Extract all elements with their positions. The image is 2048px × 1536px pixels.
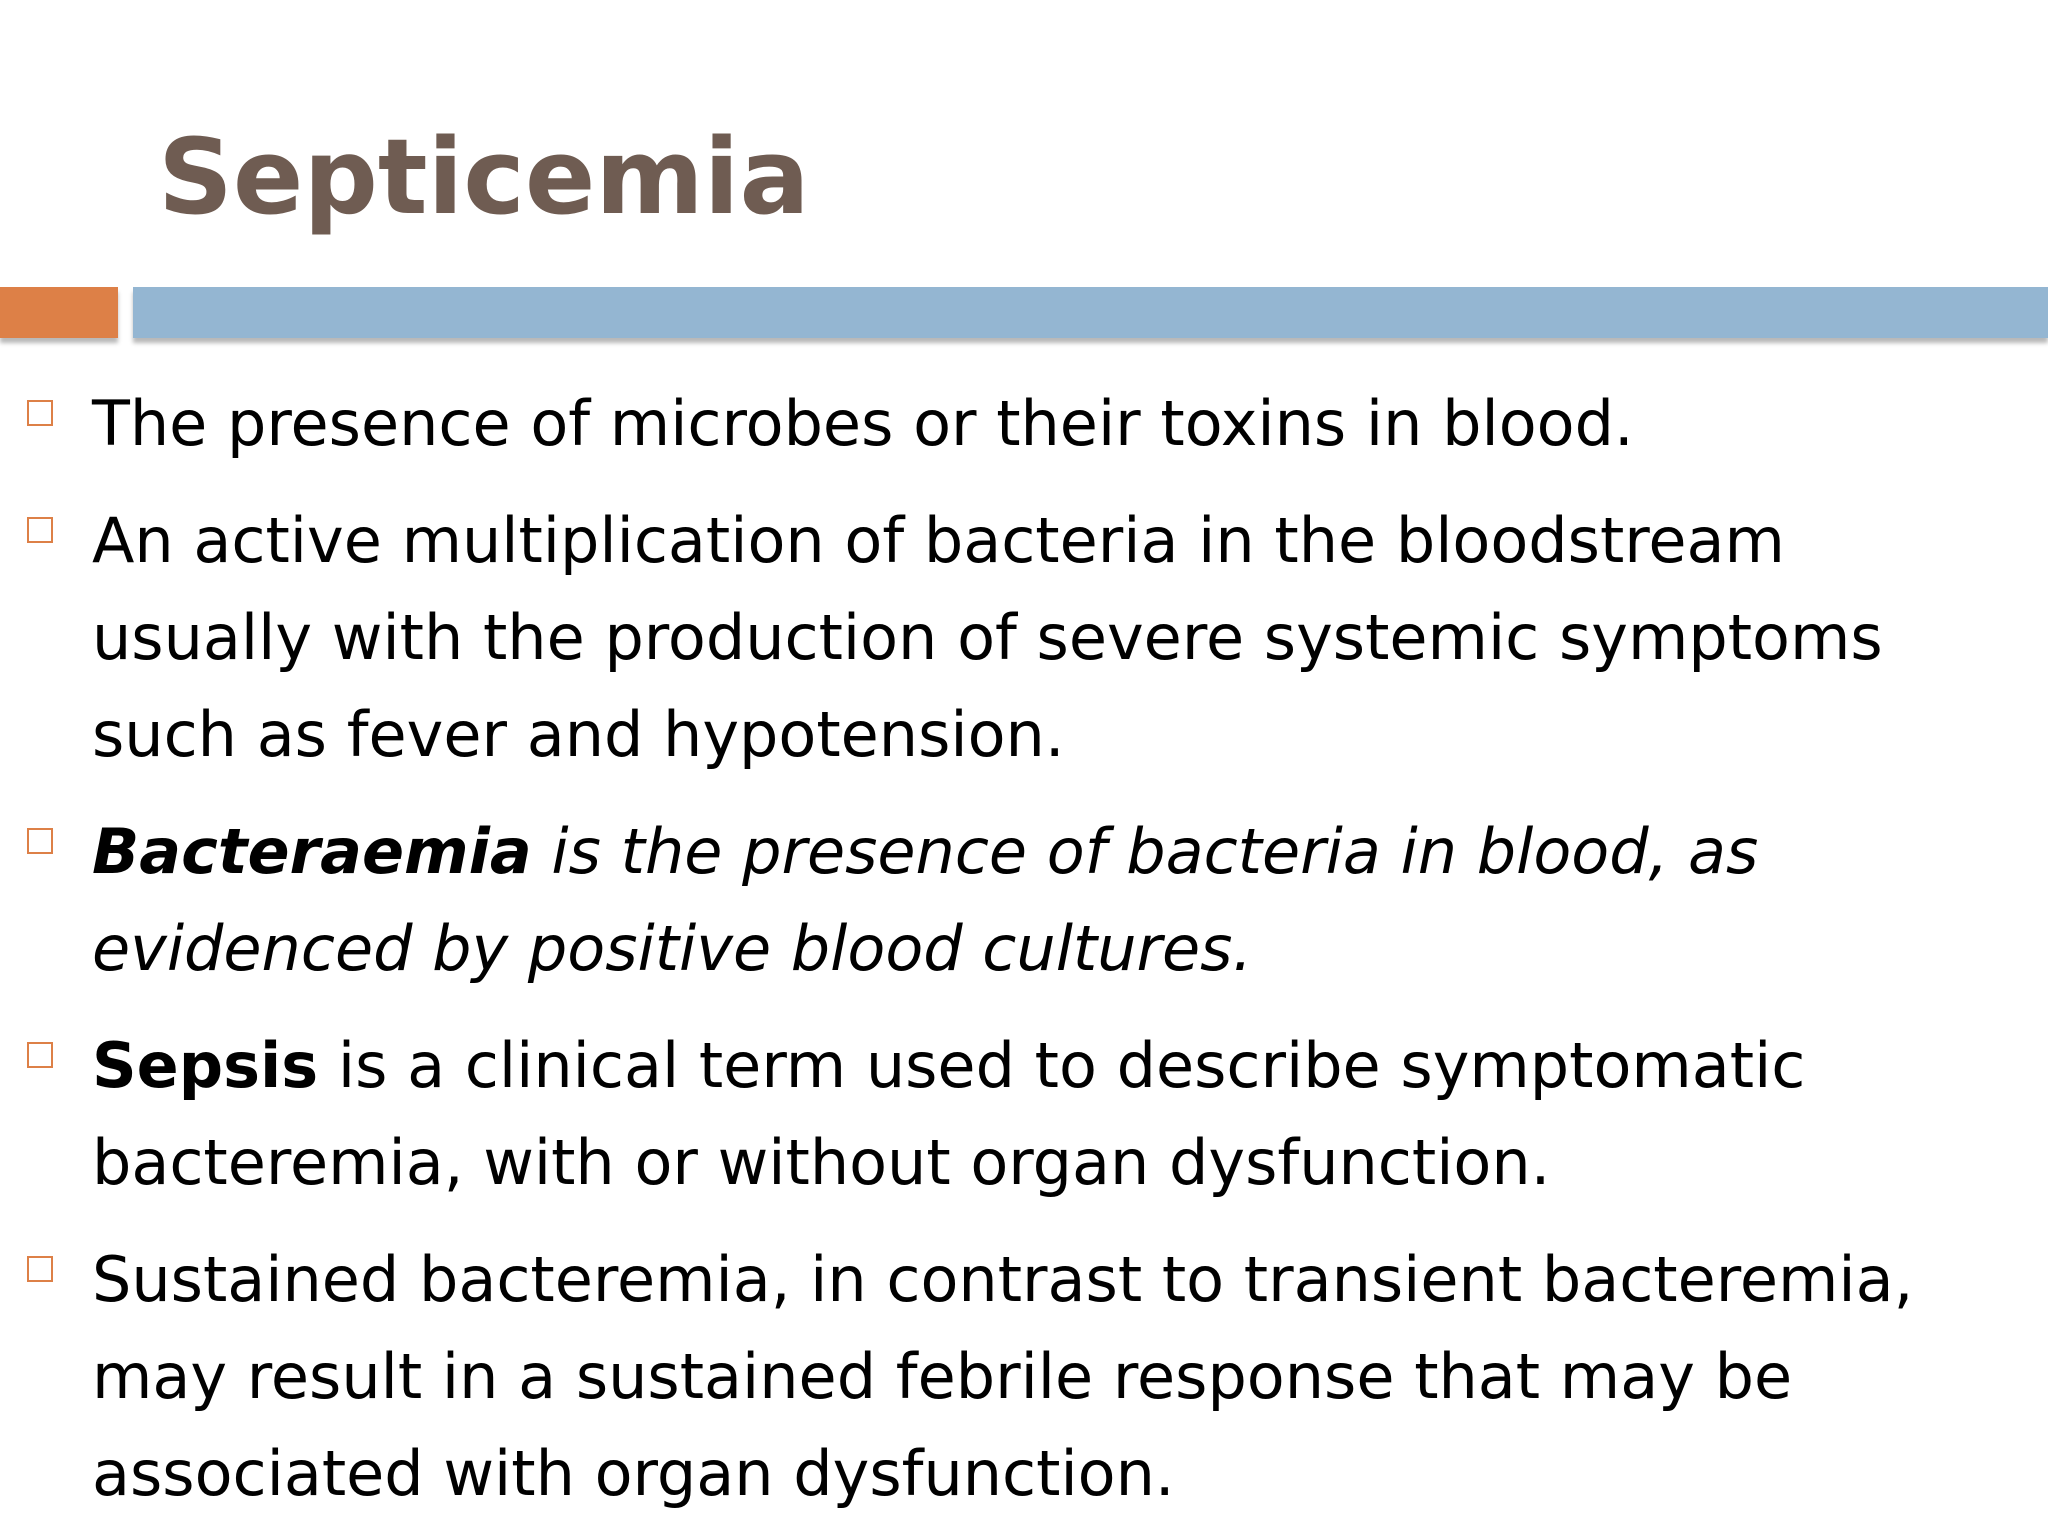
bullet-term: Sepsis [92,1029,319,1102]
bullet-text: is a clinical term used to describe symptomatic bacteremia, with or without organ dysfunction. [92,1029,1806,1199]
hollow-square-icon [27,517,53,543]
hollow-square-icon [27,1042,53,1068]
title-accent-bar-orange [0,287,118,338]
hollow-square-icon [27,400,53,426]
bullet-text: is the presence of bacteria in blood, as evidenced by positive blood cultures. [92,815,1759,985]
hollow-square-icon [27,1256,53,1282]
hollow-square-icon [27,828,53,854]
bullet-term: Bacteraemia [92,815,532,888]
bullet-text: An active multiplication of bacteria in the bloodstream usually with the production of severe systemic symptoms such as fever and hypotension. [92,504,1883,771]
bullet-text: Sustained bacteremia, in contrast to transient bacteremia, may result in a sustained febrile response that may be associated with organ dysfunction. [92,1243,1914,1510]
bullet-item-3 [0,803,2048,997]
bullet-item-2 [0,492,2048,783]
bullet-item-4 [0,1017,2048,1211]
bullet-item-5 [0,1231,2048,1522]
bullet-text: The presence of microbes or their toxins in blood. [92,387,1634,460]
title-accent-bar-blue [133,287,2048,338]
slide-title: Septicemia [158,116,810,238]
bullet-list [0,375,2048,1536]
bullet-item-1 [0,375,2048,472]
